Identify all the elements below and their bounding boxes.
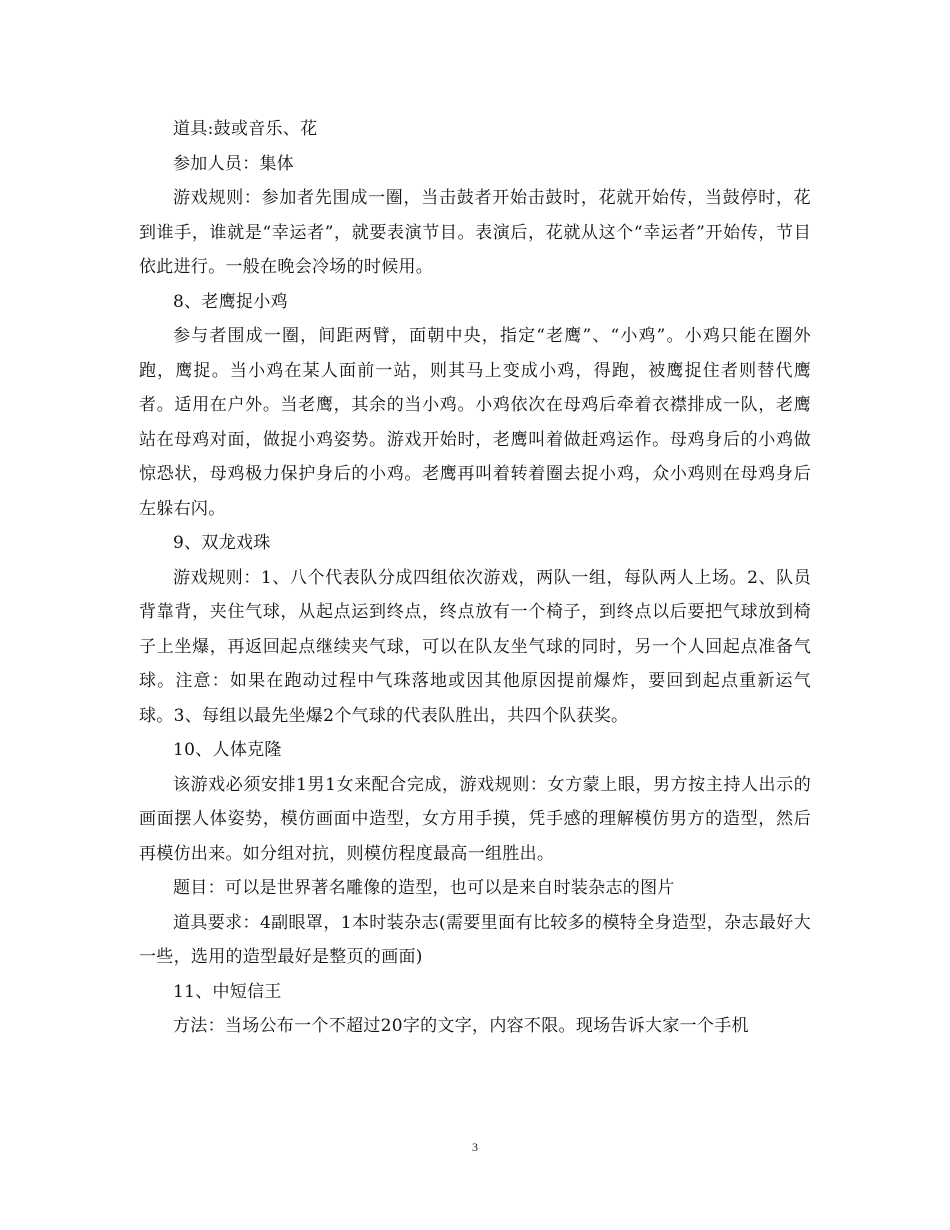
body-text (139, 112, 811, 1044)
paragraph-double-dragon-rules: 游戏规则：1、八个代表队分成四组依次游戏，两队一组，每队两人上场。2、队员背靠背，夹住气球，从起点运到终点，终点放有一个椅子，到终点以后要把气球放到椅子上坐爆，再返回起点继续夹气球，可以在队友坐气球的同时，另一个人回起点准备气球。注意：如果在跑动过程中气珠落地或因其他原因提前爆炸，要回到起点重新运气球。3、每组以最先坐爆2个气球的代表队胜出，共四个队获奖。 (139, 567, 811, 726)
paragraph-topic: 题目：可以是世界著名雕像的造型，也可以是来自时装杂志的图片 (173, 878, 675, 898)
paragraph-props-required: 道具要求：4副眼罩，1本时装杂志(需要里面有比较多的模特全身造型，杂志最好大一些，选用的造型最好是整页的画面) (139, 912, 811, 967)
section-heading-sms-king: 11、中短信王 (173, 981, 282, 1002)
section-heading-human-clone: 10、人体克隆 (173, 740, 282, 760)
paragraph-eagle-rules: 参与者围成一圈，间距两臂，面朝中央，指定“老鹰”、“小鸡”。小鸡只能在圈外跑，鹰捉。当小鸡在某人面前一站，则其马上变成小鸡，得跑，被鹰捉住者则替代鹰者。适用在户外。当老鹰，其余的当小鸡。小鸡依次在母鸡后牵着衣襟排成一队，老鹰站在母鸡对面，做捉小鸡姿势。游戏开始时，老鹰叫着做赶鸡运作。母鸡身后的小鸡做惊恐状，母鸡极力保护身后的小鸡。老鹰再叫着转着圈去捉小鸡，众小鸡则在母鸡身后左躲右闪。 (139, 326, 811, 519)
paragraph-game-rules-drum: 游戏规则：参加者先围成一圈，当击鼓者开始击鼓时，花就开始传，当鼓停时，花到谁手，谁就是“幸运者”，就要表演节目。表演后，花就从这个“幸运者”开始传，节目依此进行。一般在晚会冷场的时候用。 (139, 188, 811, 277)
paragraph-participants: 参加人员：集体 (173, 153, 295, 174)
page-number: 3 (472, 1140, 478, 1154)
section-heading-double-dragon: 9、双龙戏珠 (173, 533, 271, 553)
paragraph-props: 道具:鼓或音乐、花 (173, 119, 318, 139)
paragraph-sms-method: 方法：当场公布一个不超过20字的文字，内容不限。现场告诉大家一个手机 (173, 1016, 749, 1036)
paragraph-human-clone-rules: 该游戏必须安排1男1女来配合完成，游戏规则：女方蒙上眼，男方按主持人出示的画面摆人体姿势，模仿画面中造型，女方用手摸，凭手感的理解模仿男方的造型，然后再模仿出来。如分组对抗，则模仿程度最高一组胜出。 (139, 774, 811, 864)
section-heading-eagle: 8、老鹰捉小鸡 (173, 291, 288, 312)
